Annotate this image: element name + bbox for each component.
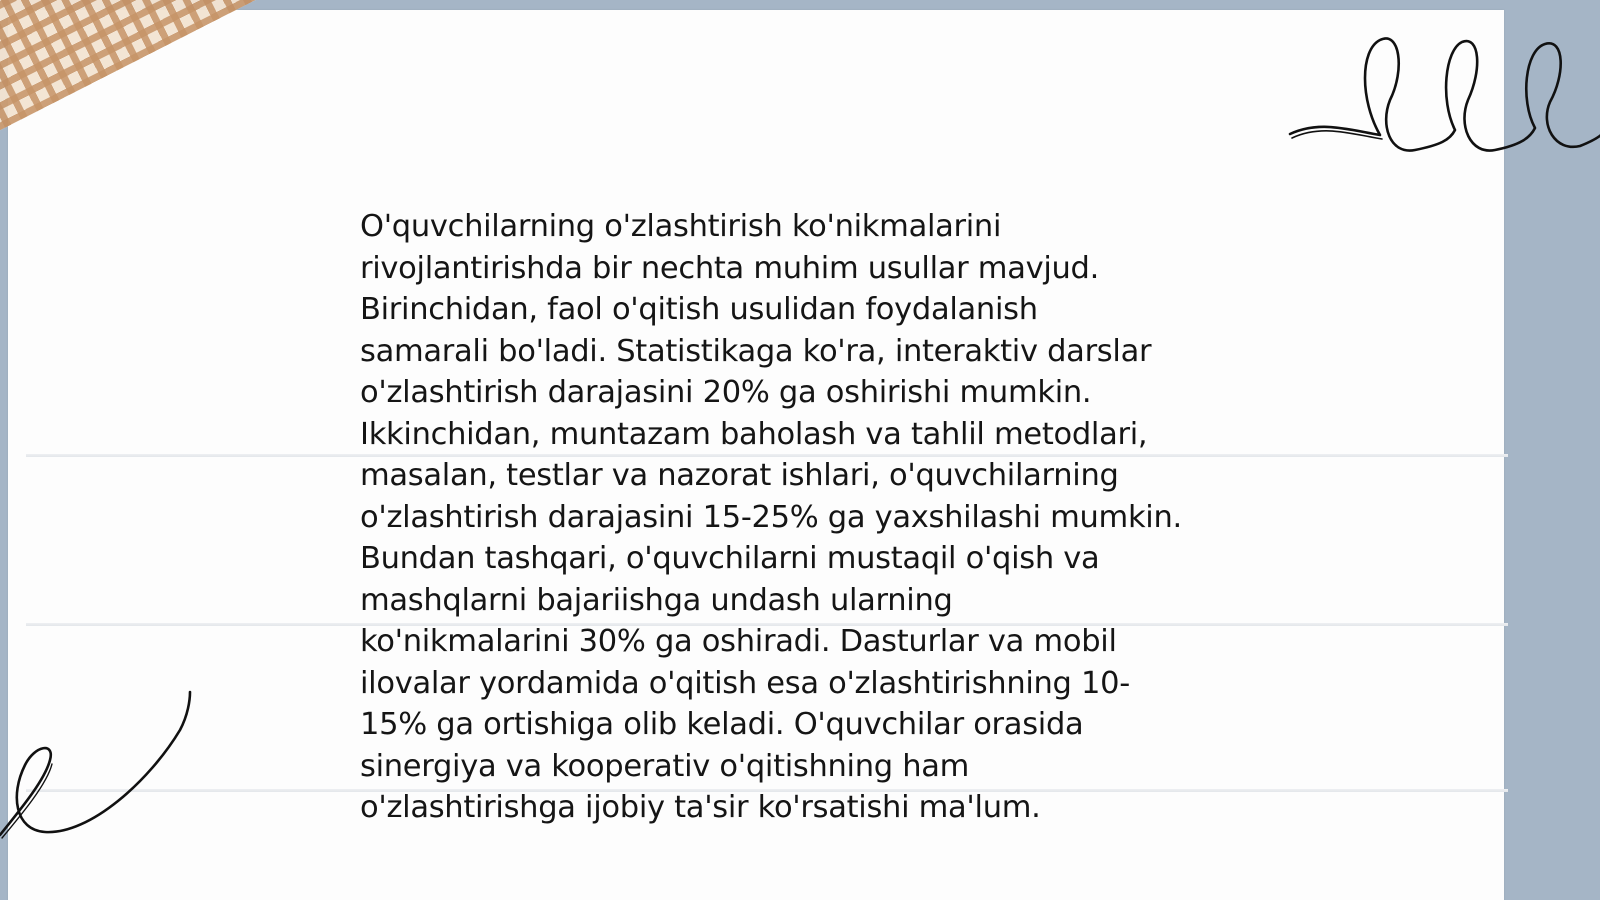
loop-scribble-top-right — [1290, 30, 1600, 160]
body-paragraph: O'quvchilarning o'zlashtirish ko'nikmalarini rivojlantirishda bir nechta muhim usullar mavjud. Birinchidan, faol o'qitish usulidan foydalanish samarali bo'ladi. Statistikaga ko'ra, interaktiv darslar o'zlashtirish darajasini 20% ga oshirishi mumkin. Ikkinchidan, muntazam baholash va tahlil metodlari, masalan, testlar va nazorat ishlari, o'quvchilarning o'zlashtirish darajasini 15-25% ga yaxshilashi mumkin. Bundan tashqari, o'quvchilarni mustaqil o'qish va mashqlarni bajariishga undash ularning ko'nikmalarini 30% ga oshiradi. Dasturlar va mobil ilovalar yordamida o'qitish esa o'zlashtirishning 10- 15% ga ortishiga olib keladi. O'quvchilar orasida sinergiya va kooperativ o'qitishning ham o'zlashtirishga ijobiy ta'sir ko'rsatishi ma'lum. — [360, 209, 1182, 825]
loop-scribble-bottom-left — [0, 690, 200, 850]
